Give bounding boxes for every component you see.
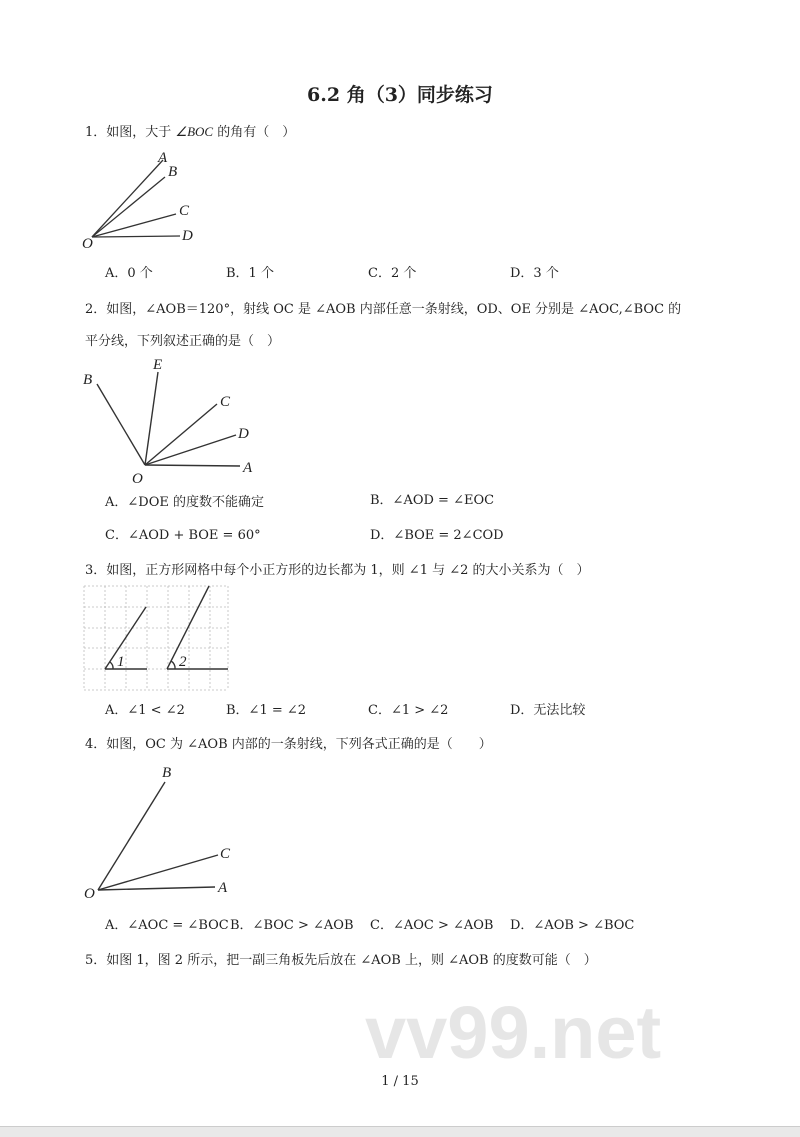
q2-label-d: D [238, 426, 249, 442]
q1-option-b[interactable]: B．1 个 [226, 266, 274, 281]
q3-option-c[interactable]: C．∠1 > ∠2 [368, 703, 449, 718]
q2-label-a: A [243, 460, 253, 476]
page-bottom-edge [0, 1126, 800, 1137]
angle-2-label: 2 [179, 654, 187, 670]
q2-label-c: C [220, 394, 231, 410]
q3-option-a[interactable]: A．∠1 < ∠2 [105, 703, 185, 718]
q1-option-d[interactable]: D．3 个 [510, 266, 559, 281]
question-3: 3．如图，正方形网格中每个小正方形的边长都为 1，则 ∠1 与 ∠2 的大小关系为（ ） [85, 563, 590, 578]
q4-label-b: B [162, 765, 172, 781]
q2-option-b[interactable]: B．∠AOD = ∠EOC [370, 493, 495, 508]
q2-option-a[interactable]: A．∠DOE 的度数不能确定 [105, 495, 264, 510]
q1-text: 1．如图，大于 [85, 125, 172, 140]
q1-label-b: B [168, 164, 178, 180]
q3-option-b[interactable]: B．∠1 = ∠2 [226, 703, 307, 718]
watermark: vv99.net [365, 991, 662, 1074]
question-1 [85, 121, 295, 140]
q4-option-a[interactable]: A．∠AOC = ∠BOC [105, 918, 229, 933]
angle-1-label: 1 [117, 654, 125, 670]
page-number: 1 / 15 [381, 1074, 419, 1089]
q2-label-b: B [83, 372, 93, 388]
q2-line-1: 2．如图，∠AOB＝120°，射线 OC 是 ∠AOB 内部任意一条射线，OD、OE 分别是 ∠AOC,∠BOC 的 [85, 302, 682, 317]
q1-option-c[interactable]: C．2 个 [368, 266, 417, 281]
q4-label-o: O [84, 886, 95, 902]
q1-label-d: D [182, 228, 193, 244]
q1-label-o: O [82, 236, 93, 252]
q1-label-a: A [158, 150, 168, 166]
q2-option-d[interactable]: D．∠BOE = 2∠COD [370, 528, 504, 543]
q4-option-d[interactable]: D．∠AOB > ∠BOC [510, 918, 635, 933]
q4-label-c: C [220, 846, 231, 862]
q3-option-d[interactable]: D．无法比较 [510, 703, 586, 718]
q2-line-2: 平分线，下列叙述正确的是（ ） [85, 334, 281, 349]
q1-option-a[interactable]: A．0 个 [105, 266, 153, 281]
q2-label-o: O [132, 471, 143, 487]
q1-text-end: 的角有（ ） [217, 125, 296, 140]
question-4: 4．如图，OC 为 ∠AOB 内部的一条射线，下列各式正确的是（ ） [85, 737, 492, 752]
q4-option-c[interactable]: C．∠AOC > ∠AOB [370, 918, 494, 933]
q1-math: ∠BOC [175, 124, 214, 139]
q4-label-a: A [218, 880, 228, 896]
q4-option-b[interactable]: B．∠BOC > ∠AOB [230, 918, 354, 933]
q2-option-c[interactable]: C．∠AOD + BOE = 60° [105, 528, 261, 543]
question-5: 5．如图 1，图 2 所示，把一副三角板先后放在 ∠AOB 上，则 ∠AOB 的度数可能（ ） [85, 953, 597, 968]
q1-label-c: C [179, 203, 190, 219]
page-title: 6.2 角（3）同步练习 [307, 84, 493, 106]
q2-label-e: E [153, 357, 163, 373]
